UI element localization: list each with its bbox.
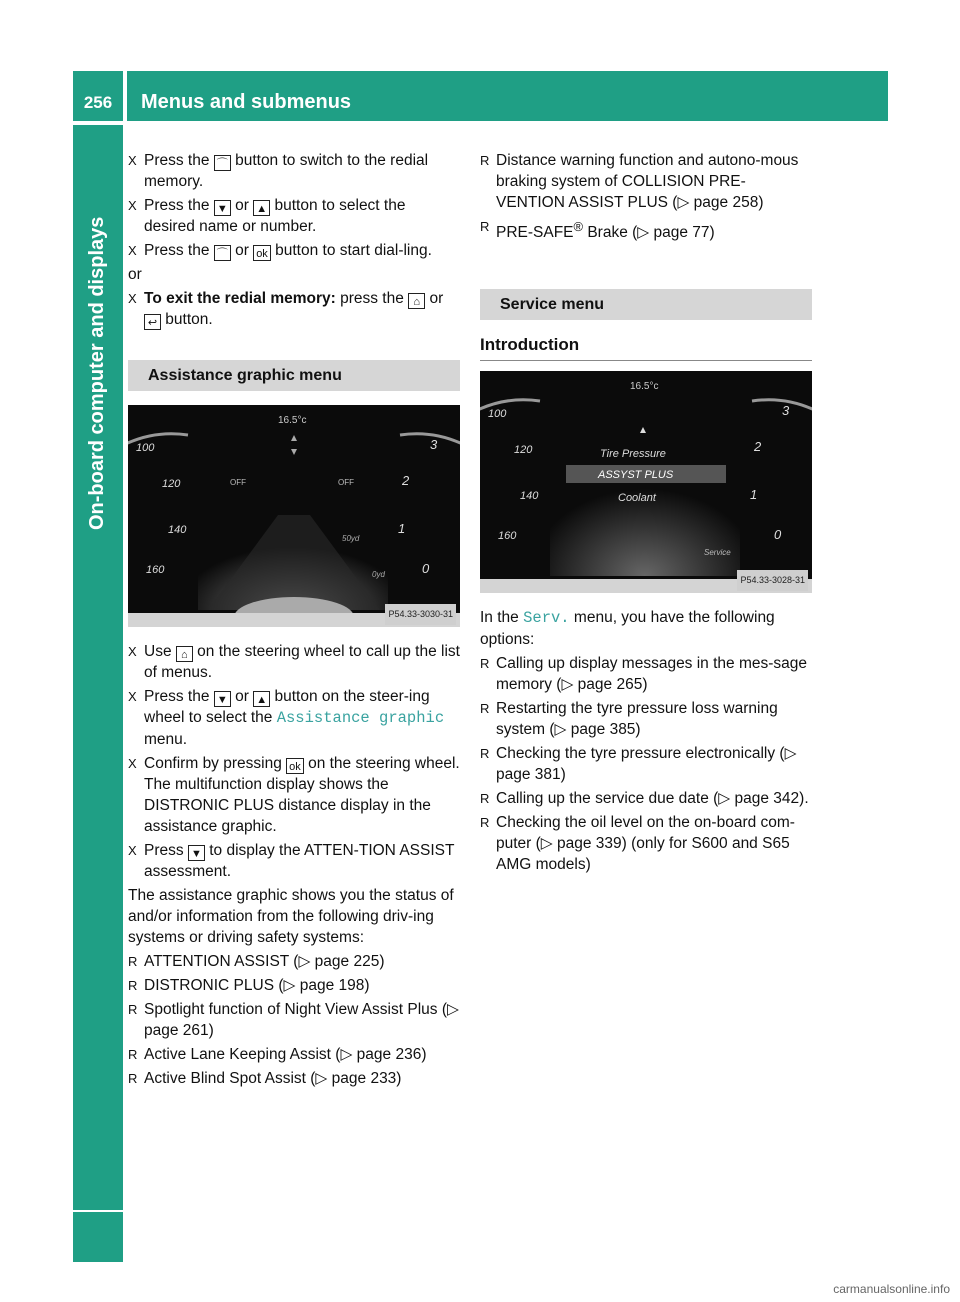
up-key-icon: ▲: [253, 200, 270, 216]
speed-tick: 140: [168, 524, 187, 536]
side-tab-label-wrap: [78, 160, 118, 660]
list-item: R Checking the oil level on the on-board com-puter (▷ page 339) (only for S600 and S65 AMG models): [480, 814, 795, 874]
menu-context-label: Service: [704, 548, 731, 558]
image-caption: P54.33-3028-31: [737, 570, 808, 591]
rpm-tick: 2: [402, 473, 410, 488]
hangup-key-icon: ⌂: [408, 293, 425, 309]
speed-tick: 100: [136, 442, 155, 454]
service-menu-image: [480, 371, 812, 593]
list-item: R ATTENTION ASSIST (▷ page 225): [128, 953, 385, 970]
rpm-tick: 3: [782, 403, 790, 419]
step-item: X To exit the redial memory: press the ⌂ or ↩ button.: [128, 290, 444, 329]
attention-off-label: OFF: [230, 478, 246, 487]
page-title: Menus and submenus: [127, 71, 888, 121]
body-paragraph: In the Serv. menu, you have the following options:: [480, 609, 775, 649]
body-paragraph: The assistance graphic shows you the status of and/or information from the following driv-ing systems or driving safety systems:: [128, 887, 454, 946]
home-key-icon: ⌂: [176, 646, 193, 662]
footer-watermark: carmanualsonline.info: [833, 1282, 950, 1296]
speed-tick: 160: [498, 530, 517, 543]
step-item: X Press the ⌒ button to switch to the redial memory.: [128, 152, 429, 190]
temperature-readout: 16.5°c: [278, 415, 307, 426]
section-heading: Service menu: [480, 289, 812, 320]
menu-item-selected: ASSYST PLUS: [598, 469, 674, 482]
down-key-icon: ▼: [214, 691, 231, 707]
distance-label: 0yd: [372, 570, 385, 579]
ok-key-icon: ok: [253, 245, 271, 261]
down-key-icon: ▼: [188, 845, 205, 861]
section-heading: Assistance graphic menu: [128, 360, 460, 391]
menu-name: Assistance graphic: [276, 709, 445, 727]
left-column: [128, 150, 460, 1092]
rpm-tick: 0: [774, 527, 782, 543]
step-item: X Press ▼ to display the ATTEN-TION ASSIST assessment.: [128, 842, 455, 880]
temperature-readout: 16.5°c: [630, 381, 659, 393]
list-item: R Active Blind Spot Assist (▷ page 233): [128, 1070, 402, 1087]
step-item: X Press the ▼ or ▲ button to select the desired name or number.: [128, 197, 406, 235]
rpm-tick: 3: [430, 437, 438, 452]
step-item: X Confirm by pressing ok on the steering wheel. The multifunction display shows the DISTRONIC PLUS distance display in the assistance graphic.: [128, 755, 460, 835]
menu-item-label: Tire Pressure: [600, 448, 666, 461]
up-key-icon: ▲: [253, 691, 270, 707]
right-column: [480, 150, 812, 878]
page-number: 256: [73, 71, 123, 121]
subheading: Introduction: [480, 334, 812, 361]
assistance-graphic-image: [128, 405, 460, 627]
speed-tick: 120: [514, 444, 533, 457]
distance-label: 50yd: [342, 534, 360, 543]
phone-key-icon: ⌒: [214, 155, 231, 171]
list-item: R PRE-SAFE® Brake (▷ page 77): [480, 219, 715, 242]
list-item: R Calling up the service due date (▷ page 342).: [480, 790, 809, 808]
phone-key-icon: ⌒: [214, 245, 231, 261]
step-item: X Use ⌂ on the steering wheel to call up the list of menus.: [128, 643, 460, 681]
list-item: R Checking the tyre pressure electronically (▷ page 381): [480, 745, 797, 784]
rpm-tick: 1: [398, 521, 406, 536]
menu-item-label: Coolant: [618, 492, 656, 505]
speed-tick: 140: [520, 490, 539, 503]
side-tab-marker: [73, 1212, 123, 1262]
image-caption: P54.33-3030-31: [385, 604, 456, 625]
list-item: R Spotlight function of Night View Assist Plus (▷ page 261): [128, 1001, 459, 1039]
list-item: R Active Lane Keeping Assist (▷ page 236): [128, 1046, 427, 1063]
rpm-tick: 1: [750, 487, 758, 503]
rpm-tick: 0: [422, 561, 430, 576]
back-key-icon: ↩: [144, 314, 161, 330]
or-text: or: [128, 266, 142, 283]
menu-name: Serv.: [523, 609, 570, 628]
page-header: [73, 71, 888, 121]
side-tab-label: On-board computer and displays: [86, 216, 108, 530]
list-item: R DISTRONIC PLUS (▷ page 198): [128, 977, 370, 994]
speed-tick: 160: [146, 564, 165, 576]
step-item: X Press the ⌒ or ok button to start dial-ling.: [128, 242, 432, 260]
list-item: R Restarting the tyre pressure loss warning system (▷ page 385): [480, 700, 778, 739]
down-key-icon: ▼: [214, 200, 231, 216]
ok-key-icon: ok: [286, 758, 304, 774]
rpm-tick: 2: [754, 439, 762, 455]
speed-tick: 120: [162, 478, 181, 490]
speed-tick: 100: [488, 408, 507, 421]
list-item: R Calling up display messages in the mes-sage memory (▷ page 265): [480, 655, 808, 694]
step-item: X Press the ▼ or ▲ button on the steer-ing wheel to select the Assistance graphic menu.: [128, 688, 445, 748]
list-item: R Distance warning function and autono-mous braking system of COLLISION PRE-VENTION ASSIST PLUS (▷ page 258): [480, 152, 799, 211]
lane-off-label: OFF: [338, 478, 354, 487]
